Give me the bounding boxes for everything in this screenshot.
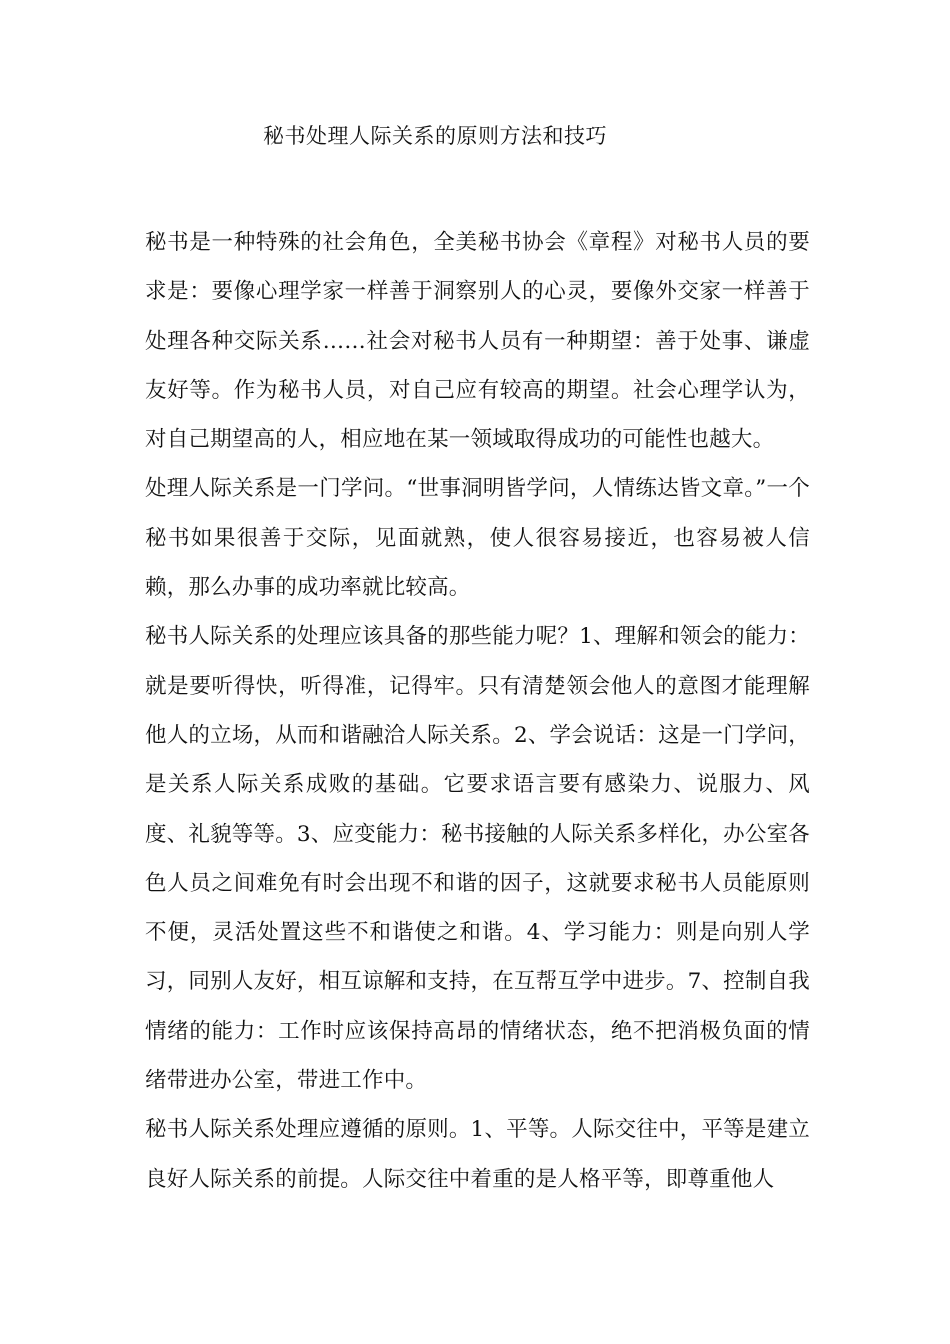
document-title: 秘书处理人际关系的原则方法和技巧 xyxy=(263,124,607,148)
paragraph-1: 秘书是一种特殊的社会角色，全美秘书协会《章程》对秘书人员的要求是：要像心理学家一样善于洞察别人的心灵，要像外交家一样善于处理各种交际关系……社会对秘书人员有一种期望：善于处事、谦虚友好等。作为秘书人员，对自己应有较高的期望。社会心理学认为，对自己期望高的人，相应地在某一领域取得成功的可能性也越大。 xyxy=(145,230,810,453)
paragraph-4: 秘书人际关系处理应遵循的原则。1、平等。人际交往中，平等是建立良好人际关系的前提。人际交往中着重的是人格平等，即尊重他人 xyxy=(145,1117,810,1192)
paragraph-3: 秘书人际关系的处理应该具备的那些能力呢？1、理解和领会的能力：就是要听得快，听得准，记得牢。只有清楚领会他人的意图才能理解他人的立场，从而和谐融洽人际关系。2、学会说话：这是一门学问，是关系人际关系成败的基础。它要求语言要有感染力、说服力、风度、礼貌等等。3、应变能力：秘书接触的人际关系多样化，办公室各色人员之间难免有时会出现不和谐的因子，这就要求秘书人员能原则不便，灵活处置这些不和谐使之和谐。4、学习能力：则是向别人学习，同别人友好，相互谅解和支持，在互帮互学中进步。7、控制自我情绪的能力：工作时应该保持高昂的情绪状态，绝不把消极负面的情绪带进办公室，带进工作中。 xyxy=(145,624,810,1094)
paragraph-2: 处理人际关系是一门学问。“世事洞明皆学问，人情练达皆文章。”一个秘书如果很善于交际，见面就熟，使人很容易接近，也容易被人信赖，那么办事的成功率就比较高。 xyxy=(145,476,810,601)
document-body xyxy=(145,218,810,1204)
